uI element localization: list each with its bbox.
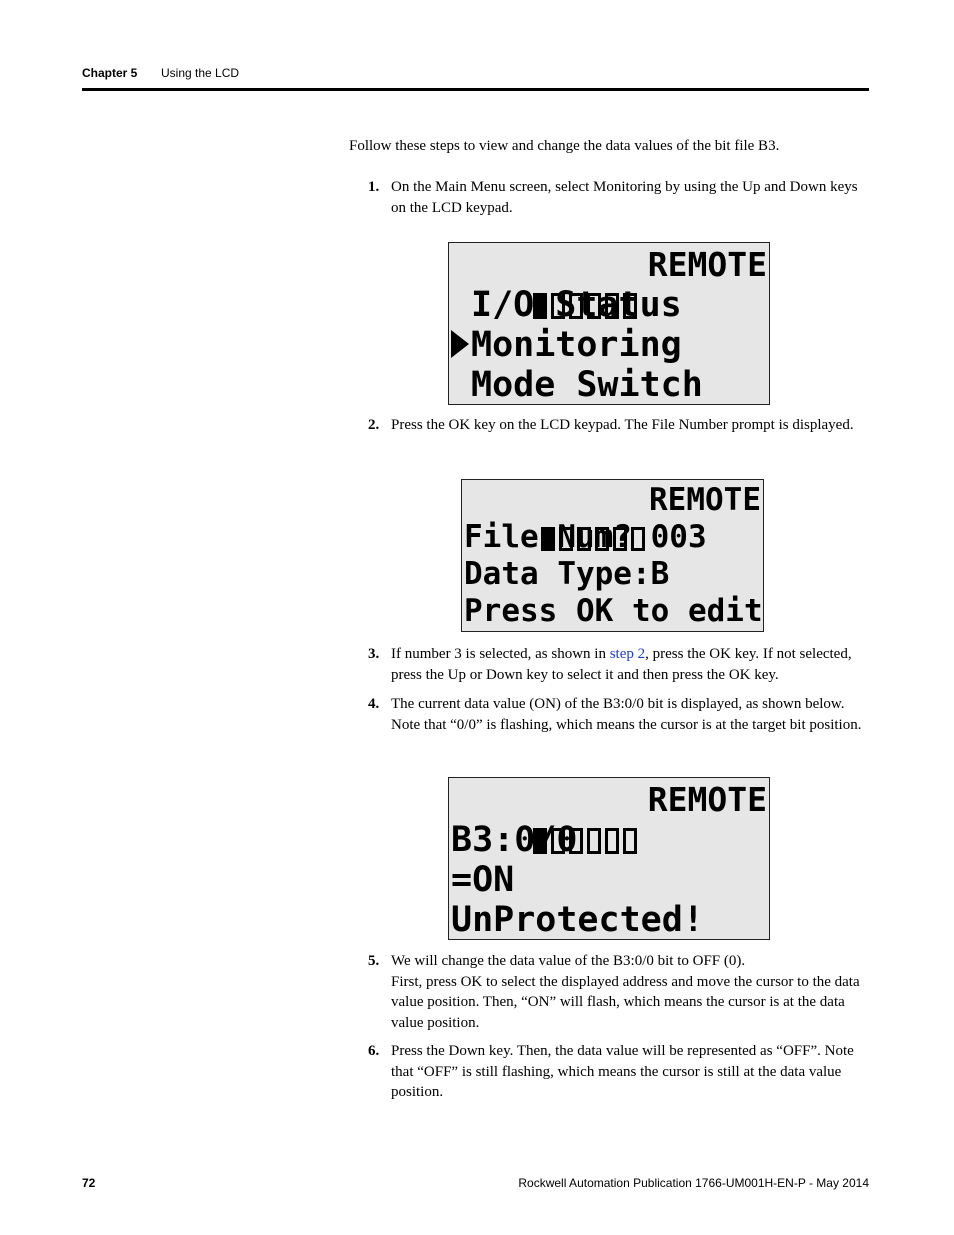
step-text-line: First, press OK to select the displayed address and move the cursor to the data value position. Then, “ON” will flash, which means the cursor is at the data value position. [391, 973, 860, 1031]
step-text-part: , press the OK key. If not selected, press the Up or Down key to select it and then press the OK key. [391, 646, 852, 683]
lcd-line: Press OK to edit [464, 593, 763, 629]
step-text: The current data value (ON) of the B3:0/0 bit is displayed, as shown below. Note that “0/0” is flashing, which means the cursor is at the target bit position. [391, 696, 862, 733]
lcd-line: UnProtected! [451, 900, 704, 940]
lcd-line: File Num? 003 [464, 519, 707, 555]
page-number: 72 [82, 1176, 96, 1190]
lcd-mode-box-icon [623, 828, 637, 854]
lcd-remote-status: REMOTE [647, 245, 767, 284]
publication-info: Rockwell Automation Publication 1766-UM001H-EN-P - May 2014 [518, 1176, 869, 1190]
section-title: Using the LCD [161, 66, 240, 80]
step-number: 3. [368, 646, 380, 662]
lcd-line: Data Type:B [464, 556, 670, 592]
step-text: On the Main Menu screen, select Monitoring by using the Up and Down keys on the LCD keypad. [391, 179, 858, 216]
step-number: 5. [368, 953, 380, 969]
lcd-mode-box-icon [605, 828, 619, 854]
lcd-mode-box-icon [587, 828, 601, 854]
lcd-line-selected [451, 325, 682, 365]
lcd-line: =ON [451, 860, 515, 900]
lcd-cursor-arrow-icon [451, 330, 469, 358]
step-number: 4. [368, 696, 380, 712]
header-rule [82, 88, 869, 91]
lcd-line: I/O Status [471, 285, 682, 325]
lcd-screen-bit-value [448, 777, 770, 940]
lcd-screen-main-menu [448, 242, 770, 405]
step-text-part: If number 3 is selected, as shown in [391, 646, 610, 662]
lcd-remote-status: REMOTE [647, 780, 767, 819]
step-text: Press the Down key. Then, the data value will be represented as “OFF”. Note that “OFF” is still flashing, which means the cursor is still at the data value position. [391, 1043, 854, 1100]
lcd-line: B3:0/0 [451, 820, 578, 860]
running-header [82, 66, 240, 80]
lcd-line: Mode Switch [471, 365, 703, 405]
step-number: 6. [368, 1043, 380, 1059]
step-text [391, 951, 869, 1033]
lcd-line-text: Monitoring [471, 325, 682, 365]
step-text-line: We will change the data value of the B3:0/0 bit to OFF (0). [391, 953, 746, 969]
step-text: Press the OK key on the LCD keypad. The File Number prompt is displayed. [391, 417, 854, 433]
step-number: 2. [368, 417, 380, 433]
lcd-remote-status: REMOTE [649, 482, 761, 518]
step-2-link[interactable]: step 2 [609, 646, 646, 662]
intro-paragraph: Follow these steps to view and change the data values of the bit file B3. [349, 138, 780, 154]
lcd-screen-file-number [461, 479, 764, 632]
chapter-label: Chapter 5 [82, 66, 138, 80]
step-number: 1. [368, 179, 380, 195]
step-text [391, 644, 869, 685]
